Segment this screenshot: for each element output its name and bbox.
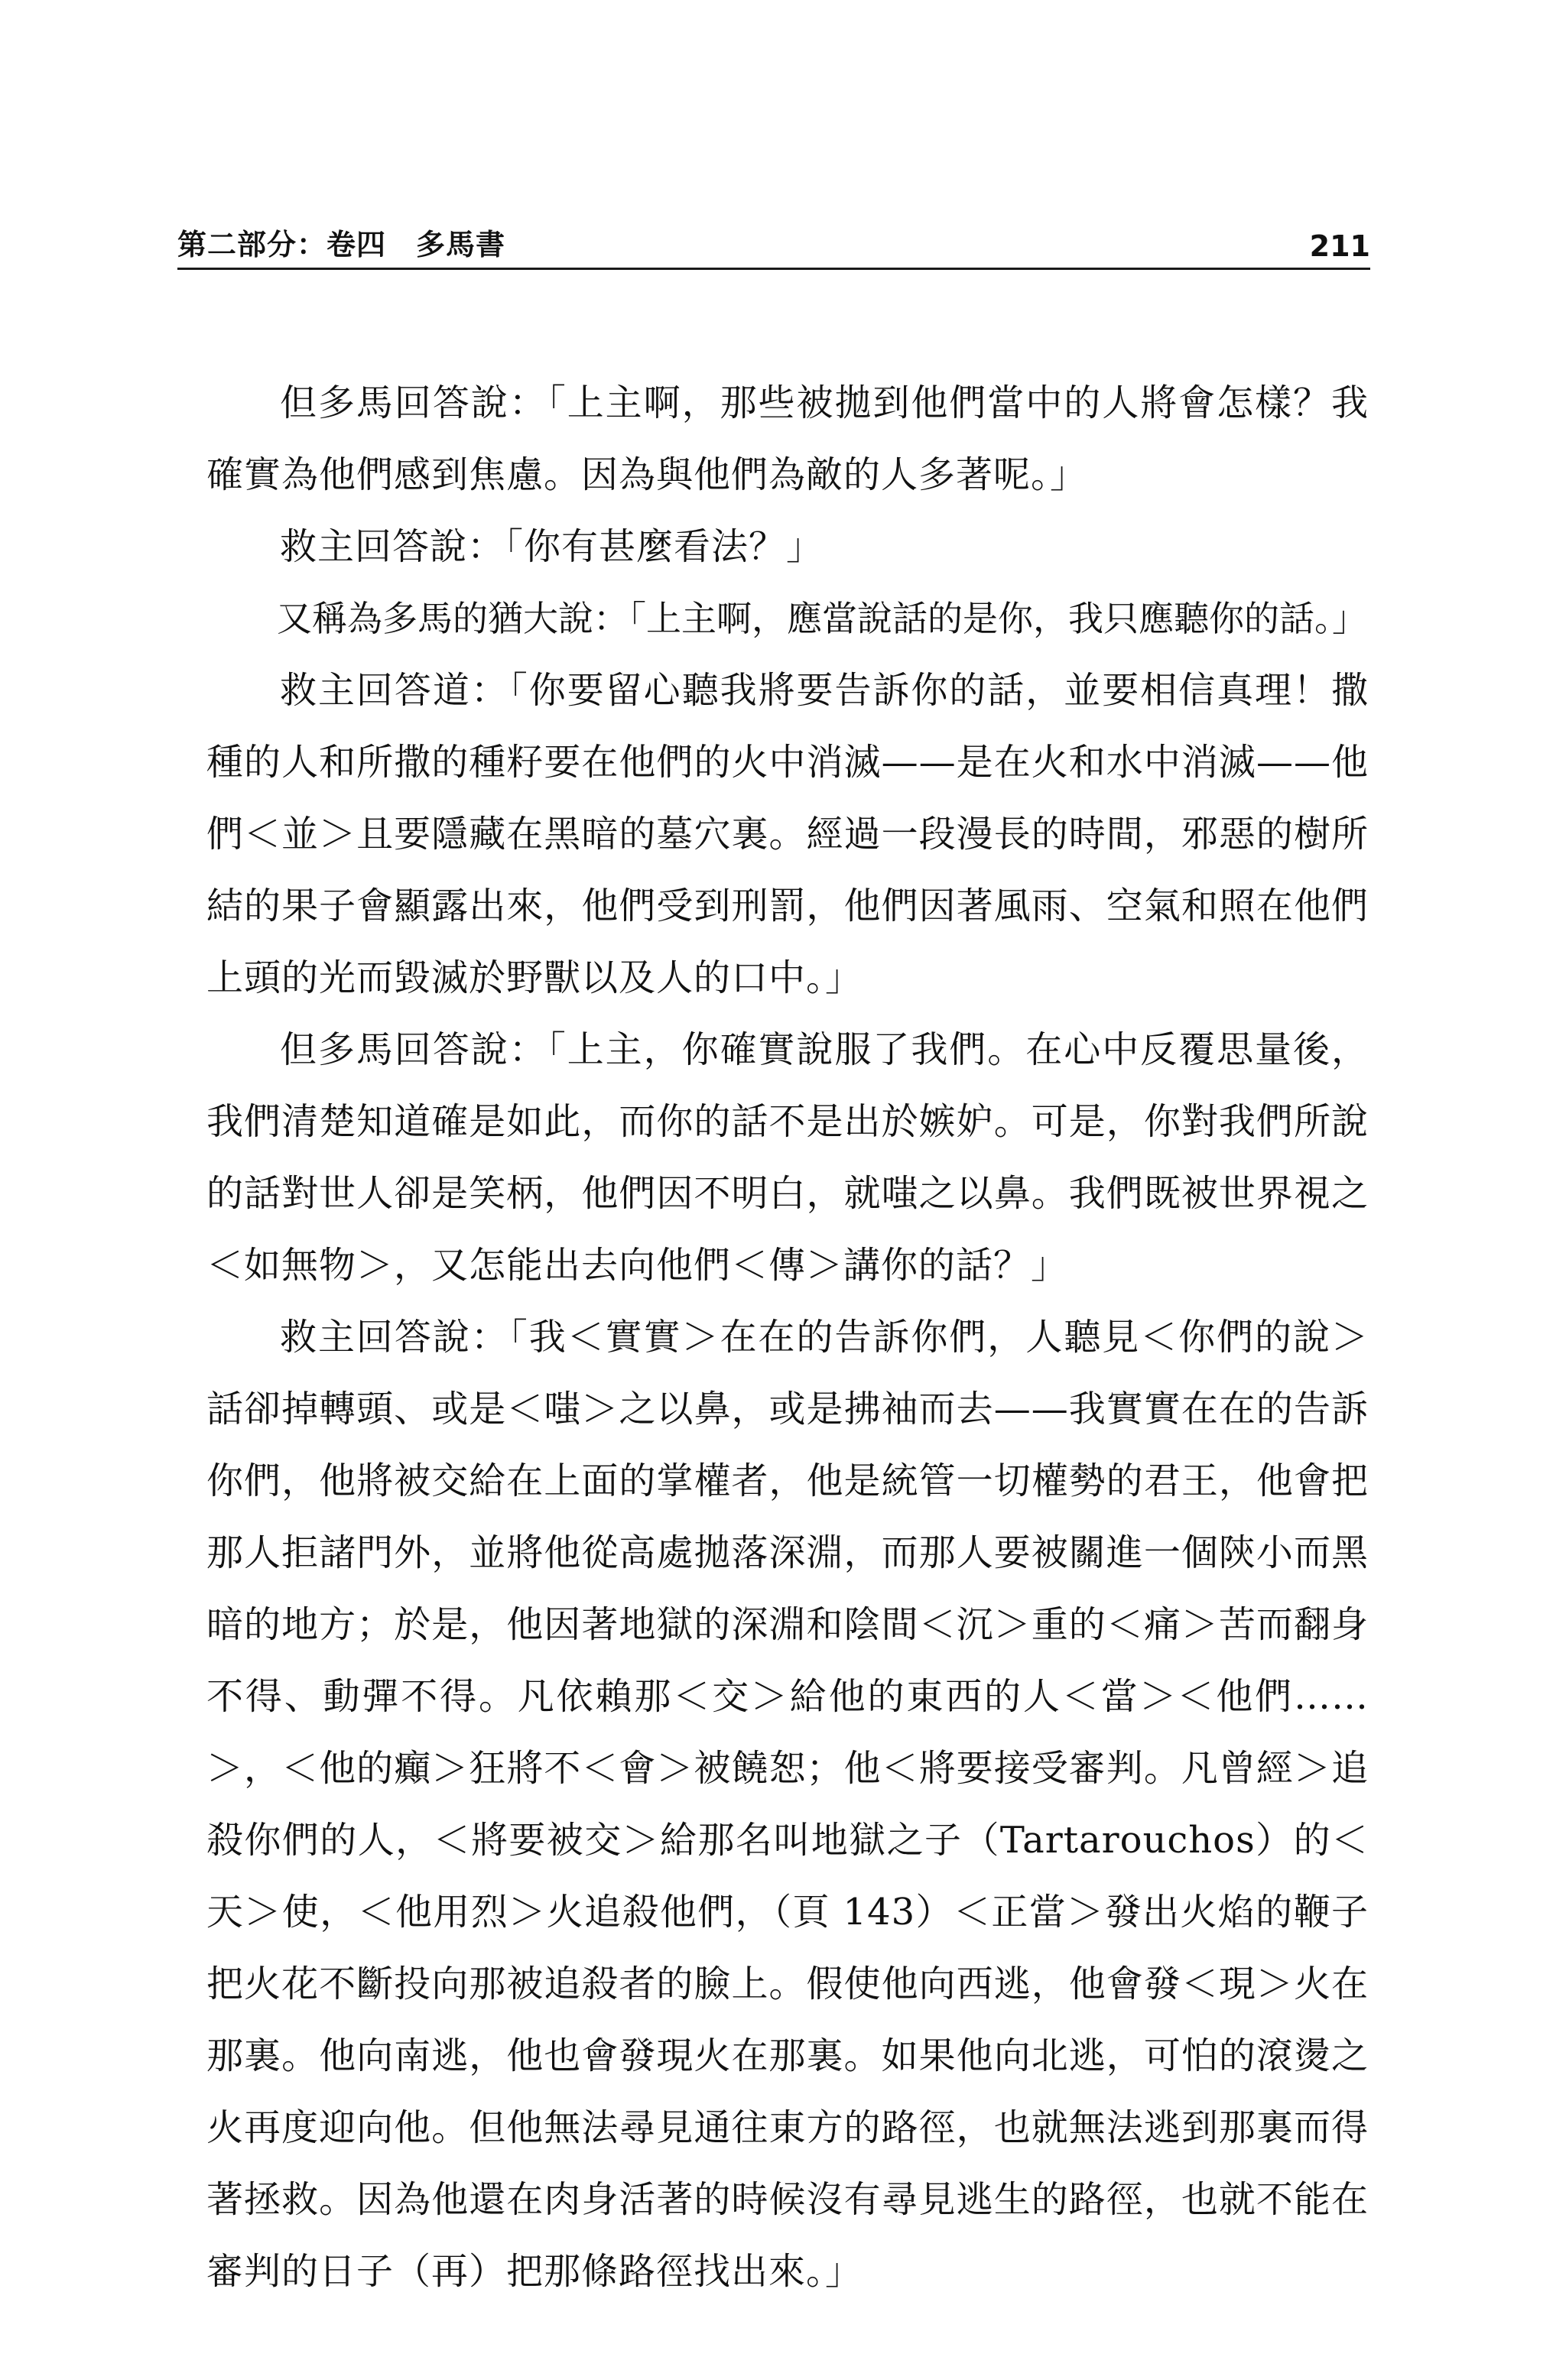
paragraph: 救主回答說：「我＜實實＞在在的告訴你們，人聽見＜你們的說＞話卻掉轉頭、或是＜嗤＞之以鼻，或是拂袖而去——我實實在在的告訴你們，他將被交給在上面的掌權者，他是統管一切權勢的君王，他會把那人拒諸門外，並將他從高處拋落深淵，而那人要被關進一個陝小而黑暗的地方；於是，他因著地獄的深淵和陰間＜沉＞重的＜痛＞苦而翻身不得、動彈不得。凡依賴那＜交＞給他的東西的人＜當＞＜他們……＞，＜他的癲＞狂將不＜會＞被饒恕；他＜將要接受審判。凡曾經＞追殺你們的人，＜將要被交＞給那名叫地獄之子（Tartarouchos）的＜天＞使，＜他用烈＞火追殺他們，（頁 143）＜正當＞發出火焰的鞭子把火花不斷投向那被追殺者的臉上。假使他向西逃，他會發＜現＞火在那裏。他向南逃，他也會發現火在那裏。如果他向北逃，可怕的滾燙之火再度迎向他。但他無法尋見通往東方的路徑，也就無法逃到那裏而得著拯救。因為他還在肉身活著的時候沒有尋見逃生的路徑，也就不能在審判的日子（再）把那條路徑找出來。」 xyxy=(206,1316,1369,2293)
page-number: 211 xyxy=(1309,229,1370,263)
paragraph: 又稱為多馬的猶大說：「上主啊，應當說話的是你，我只應聽你的話。」 xyxy=(277,598,1367,639)
paragraph: 但多馬回答說：「上主，你確實說服了我們。在心中反覆思量後，我們清楚知道確是如此，而你的話不是出於嫉妒。可是，你對我們所說的話對世人卻是笑柄，他們因不明白，就嗤之以鼻。我們既被世界視之＜如無物＞，又怎能出去向他們＜傳＞講你的話？」 xyxy=(206,1028,1369,1287)
paragraph: 救主回答說：「你有甚麼看法？」 xyxy=(280,525,824,568)
running-header xyxy=(177,222,1370,270)
body-text xyxy=(206,367,1369,2307)
section-title: 第二部分：卷四 多馬書 xyxy=(177,228,506,261)
paragraph: 救主回答道：「你要留心聽我將要告訴你的話，並要相信真理！撒種的人和所撒的種籽要在他們的火中消滅——是在火和水中消滅——他們＜並＞且要隱藏在黑暗的墓穴裏。經過一段漫長的時間，邪惡的樹所結的果子會顯露出來，他們受到刑罰，他們因著風雨、空氣和照在他們上頭的光而毀滅於野獸以及人的口中。」 xyxy=(206,669,1369,999)
paragraph: 但多馬回答說：「上主啊，那些被拋到他們當中的人將會怎樣？我確實為他們感到焦慮。因為與他們為敵的人多著呢。」 xyxy=(206,382,1369,496)
